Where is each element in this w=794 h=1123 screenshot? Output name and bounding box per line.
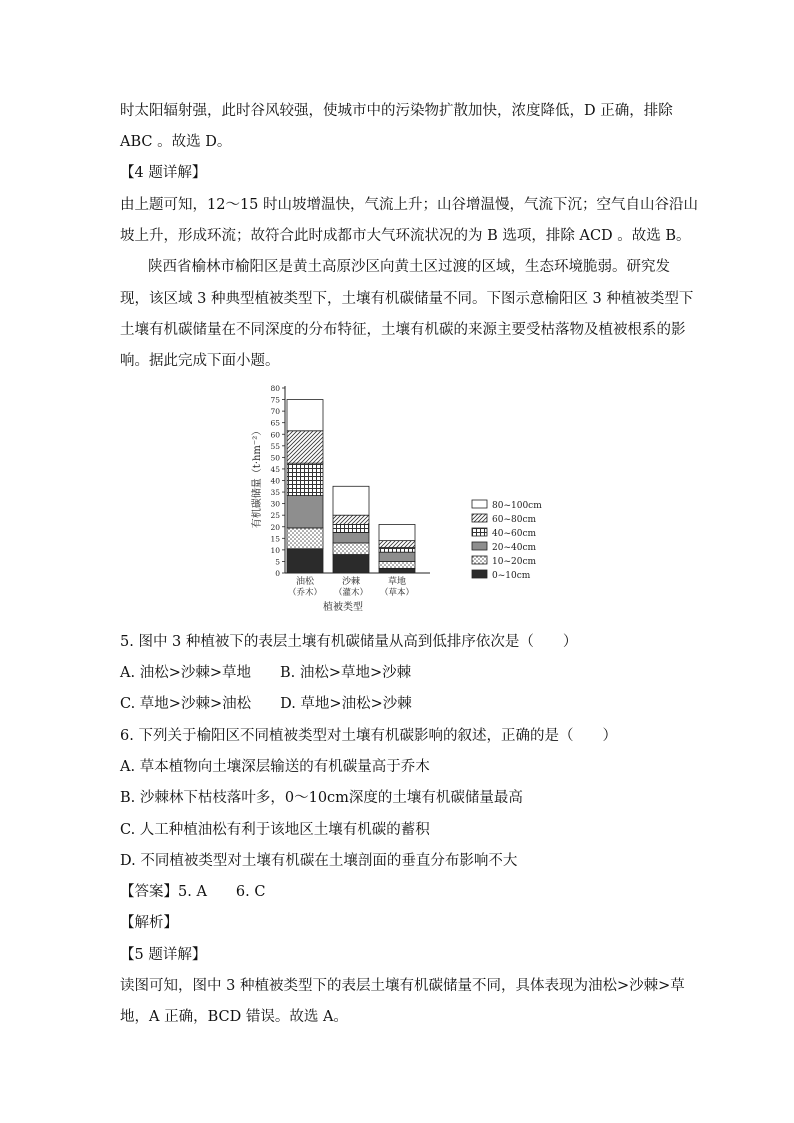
passage-line-1: 陕西省榆林市榆阳区是黄土高原沙区向黄土区过渡的区域，生态环境脆弱。研究发 (148, 259, 670, 275)
y-tick-label: 55 (270, 441, 280, 451)
legend-swatch (472, 542, 487, 550)
y-tick-label: 30 (270, 499, 280, 509)
analysis-label: 【解析】 (120, 915, 178, 931)
y-tick-label: 15 (270, 534, 280, 544)
category-sublabel: （灌木） (333, 588, 369, 598)
y-tick-label: 5 (275, 557, 280, 567)
q4-line-1: 由上题可知，12～15 时山坡增温快，气流上升；山谷增温慢，气流下沉；空气自山谷沿山 (120, 197, 699, 213)
category-label: 油松 (295, 577, 315, 587)
intro-line-1: 时太阳辐射强，此时谷风较强，使城市中的污染物扩散加快，浓度降低，D 正确，排除 (120, 103, 673, 119)
bar-segment (333, 533, 369, 543)
legend-swatch (472, 500, 487, 508)
y-tick-label: 35 (270, 488, 280, 498)
legend-label: 40~60cm (492, 529, 537, 539)
category-sublabel: （草本） (379, 588, 415, 598)
bar-segment (287, 463, 323, 495)
legend-swatch (472, 514, 487, 522)
q6-option-b: B. 沙棘林下枯枝落叶多，0～10cm深度的土壤有机碳储量最高 (120, 790, 523, 806)
legend-swatch (472, 556, 487, 564)
bar-segment (333, 524, 369, 532)
bar-segment (333, 486, 369, 515)
y-tick-label: 40 (270, 476, 280, 486)
y-tick-label: 50 (270, 453, 280, 463)
y-axis-label: 有机碳储量（t·hm⁻²） (252, 425, 263, 529)
y-tick-label: 20 (270, 522, 280, 532)
bar-segment (379, 524, 415, 540)
passage-line-4: 响。据此完成下面小题。 (120, 353, 280, 369)
bar-segment (287, 528, 323, 549)
bar-segment (379, 568, 415, 573)
y-tick-label: 75 (270, 395, 280, 405)
legend-swatch (472, 570, 487, 578)
bar-segment (333, 515, 369, 524)
answer-line: 【答案】5. A 6. C (120, 884, 266, 900)
y-tick-label: 60 (270, 430, 280, 440)
x-axis-label: 植被类型 (323, 602, 363, 613)
passage-line-3: 土壤有机碳储量在不同深度的分布特征，土壤有机碳的来源主要受枯落物及植被根系的影 (120, 322, 686, 338)
q5-options-cd: C. 草地>沙棘>油松 D. 草地>油松>沙棘 (120, 696, 412, 712)
q5-explain-line-2: 地，A 正确，BCD 错误。故选 A。 (120, 1009, 348, 1025)
y-tick-label: 25 (270, 511, 280, 521)
q4-header: 【4 题详解】 (120, 165, 207, 181)
passage-line-2: 现，该区域 3 种典型植被类型下，土壤有机碳储量不同。下图示意榆阳区 3 种植被类型下 (120, 291, 694, 307)
category-label: 草地 (387, 577, 407, 587)
q5-options-ab: A. 油松>沙棘>草地 B. 油松>草地>沙棘 (120, 665, 412, 681)
q6-option-c: C. 人工种植油松有利于该地区土壤有机碳的蓄积 (120, 822, 430, 838)
bar-segment (287, 400, 323, 431)
y-tick-label: 70 (270, 407, 280, 417)
q5-stem: 5. 图中 3 种植被下的表层土壤有机碳储量从高到低排序依次是（ ） (120, 634, 578, 650)
legend-label: 60~80cm (492, 515, 537, 525)
y-tick-label: 65 (270, 418, 280, 428)
y-tick-label: 0 (275, 569, 280, 578)
bar-segment (287, 431, 323, 463)
q4-line-2: 坡上升，形成环流；故符合此时成都市大气环流状况的为 B 选项，排除 ACD 。故选 B。 (120, 228, 691, 244)
bar-segment (379, 541, 415, 548)
legend-label: 0~10cm (492, 571, 531, 581)
chart-svg (240, 384, 560, 620)
bar-segment (287, 549, 323, 573)
intro-line-2: ABC 。故选 D。 (120, 134, 232, 150)
q5-header: 【5 题详解】 (120, 947, 207, 963)
bar-segment (287, 496, 323, 528)
bar-segment (379, 548, 415, 553)
y-tick-label: 45 (270, 464, 280, 474)
legend-label: 10~20cm (492, 557, 537, 567)
q6-option-a: A. 草本植物向土壤深层输送的有机碳量高于乔木 (120, 759, 430, 775)
legend-swatch (472, 528, 487, 536)
legend-label: 20~40cm (492, 543, 537, 553)
y-tick-label: 10 (270, 545, 280, 555)
bar-segment (379, 561, 415, 568)
legend-label: 80~100cm (492, 501, 542, 511)
bar-segment (333, 555, 369, 574)
bar-segment (333, 543, 369, 555)
q6-option-d: D. 不同植被类型对土壤有机碳在土壤剖面的垂直分布影响不大 (120, 853, 518, 869)
carbon-stack-chart (240, 384, 560, 620)
bar-segment (379, 552, 415, 561)
y-tick-label: 80 (270, 384, 280, 393)
q6-stem: 6. 下列关于榆阳区不同植被类型对土壤有机碳影响的叙述，正确的是（ ） (120, 728, 617, 744)
q5-explain-line-1: 读图可知，图中 3 种植被类型下的表层土壤有机碳储量不同，具体表现为油松>沙棘>草 (120, 978, 685, 994)
category-sublabel: （乔木） (287, 588, 323, 598)
category-label: 沙棘 (341, 577, 361, 587)
